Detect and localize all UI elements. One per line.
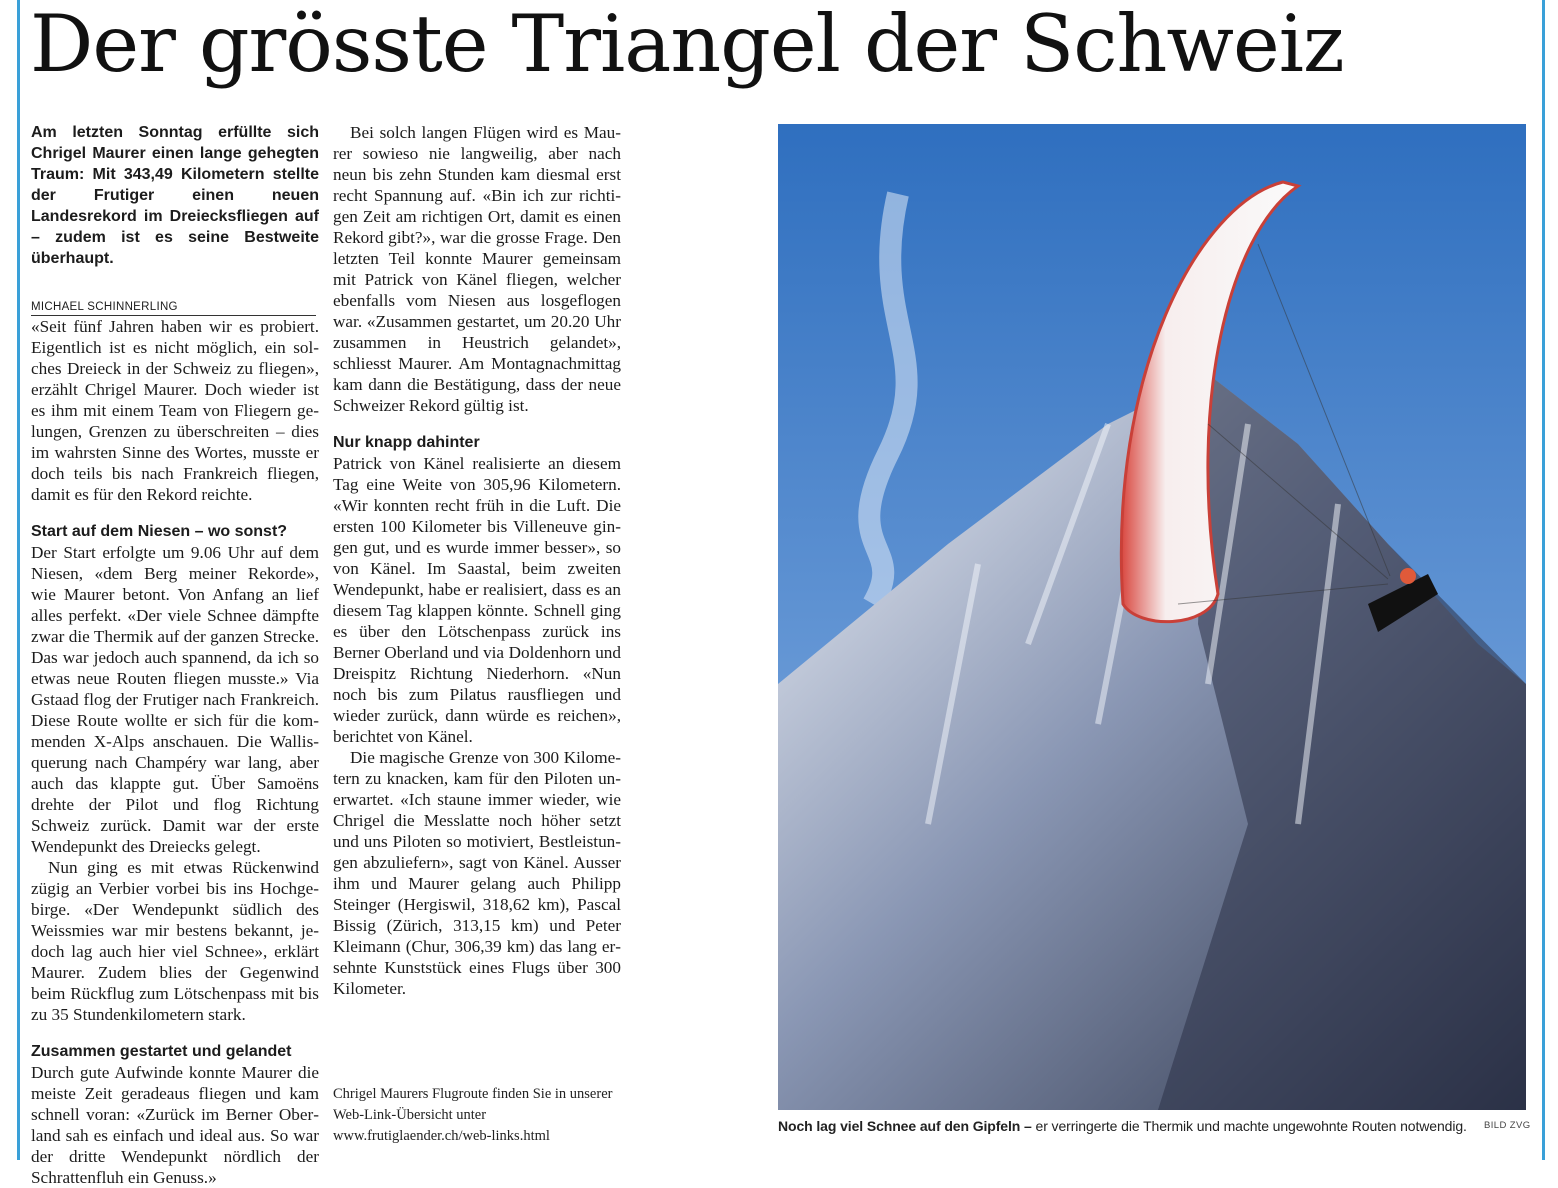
text-column-2 [333, 122, 621, 1082]
photo-caption [778, 1116, 1478, 1136]
web-link-note: Chrigel Maurers Flugroute finden Sie in unserer Web-Link-Übersicht unter www.frutiglaender.ch/web-links.html [333, 1086, 613, 1144]
article-lead: Am letzten Sonntag erfüllte sich Chrigel Maurer einen lange gehegten Traum: Mit 343,49 Kilometern stellte der Frutiger einen neuen Landesrekord im Dreiecksfliegen auf – zudem ist es seine Bestweite überhaupt. [31, 124, 319, 267]
right-page-rule [1542, 0, 1545, 1160]
article-headline: Der grösste Triangel der Schweiz [30, 0, 1344, 90]
paragraph-5: Bei solch langen Flügen wird es Maurer sowieso nie langweilig, aber nach neun bis zehn Stunden kam diesmal erst recht Spannung auf. «Bin ich zur richtigen Zeit am richtigen Ort, damit es einen Rekord gibt?», war die grosse Frage. Den letzten Teil konnte Maurer gemeinsam mit Patrick von Känel fliegen, welcher ebenfalls vom Niesen aus losgeflogen war. «Zusammen gestartet, um 20.20 Uhr zusammen in Heustrich gelandet», schliesst Maurer. Am Montagnachmittag kam dann die Bestätigung, dass der neue Schweizer Rekord gültig ist. [333, 123, 621, 415]
subheading-close-behind: Nur knapp dahinter [333, 434, 480, 451]
caption-text: er verringerte die Thermik und machte ungewohnte Routen notwendig. [1031, 1118, 1467, 1134]
photo-icon [778, 124, 1526, 1110]
paraglider-photo [778, 124, 1526, 1110]
text-column-1 [31, 122, 319, 1187]
pilot-helmet [1400, 568, 1416, 584]
subheading-together: Zusammen gestartet und gelandet [31, 1043, 292, 1060]
paragraph-3: Nun ging es mit etwas Rückenwind zügig an Verbier vorbei bis ins Hochgebirge. «Der Wendepunkt südlich des Weissmies war mir bestens bekannt, jedoch lag auch hier viel Schnee», erklärt Maurer. Zudem blies der Gegenwind beim Rückflug zum Lötschenpass mit bis zu 35 Stundenkilometern stark. [31, 858, 319, 1024]
paragraph-4: Durch gute Aufwinde konnte Maurer die meiste Zeit geradeaus fliegen und kam schnell voran: «Zurück im Berner Oberland sah es einfach und ideal aus. So war der dritte Wendepunkt nördlich der Schrattenfluh ein Genuss.» [31, 1063, 319, 1187]
paragraph-2: Der Start erfolgte um 9.06 Uhr auf dem Niesen, «dem Berg meiner Rekorde», wie Maurer betont. Von Anfang an lief alles perfekt. «Der viele Schnee dämpfte zwar die Thermik auf der ganzen Strecke. Das war jedoch auch spannend, da ich so etwas neue Routen fliegen musste.» Via Gstaad flog der Frutiger nach Frankreich. Diese Route wollte er sich für die kommenden X-Alps anschauen. Die Wallisquerung nach Champéry war lang, aber auch das klappte gut. Über Samoëns drehte der Pilot und flog Richtung Schweiz zurück. Damit war der erste Wendepunkt des Dreiecks gelegt. [31, 543, 319, 856]
photo-credit: BILD ZVG [1484, 1120, 1531, 1131]
paragraph-6: Patrick von Känel realisierte an diesem Tag eine Weite von 305,96 Kilometern. «Wir konnten recht früh in die Luft. Die ersten 100 Kilometer bis Villeneuve gingen gut, und es wurde immer besser», so von Känel. Im Saastal, beim zweiten Wendepunkt, habe er realisiert, dass es an diesem Tag klappen könnte. Schnell ging es über den Lötschenpass zurück ins Berner Oberland und via Doldenhorn und Dreispitz Richtung Niederhorn. «Nun noch bis zum Pilatus rausfliegen und wieder zurück, dann würde es reichen», berichtet von Känel. [333, 454, 621, 746]
left-page-rule [17, 0, 20, 1160]
subheading-start: Start auf dem Niesen – wo sonst? [31, 523, 288, 540]
caption-bold: Noch lag viel Schnee auf den Gipfeln – [778, 1118, 1032, 1134]
author-byline: MICHAEL SCHINNERLING [31, 299, 316, 316]
paragraph-1: «Seit fünf Jahren haben wir es probiert. Eigentlich ist es nicht möglich, ein solches Dreieck in der Schweiz zu fliegen», erzählt Chrigel Maurer. Doch wieder ist es ihm mit einem Team von Fliegern gelungen, Grenzen zu überschreiten – dies im wahrsten Sinne des Wortes, musste er doch teils bis nach Frankreich fliegen, damit es für den Rekord reichte. [31, 317, 319, 504]
paragraph-7: Die magische Grenze von 300 Kilometern zu knacken, kam für den Piloten unerwartet. «Ich staune immer wieder, wie Chrigel die Messlatte noch höher setzt und uns Piloten so motiviert, Bestleistungen abzuliefern», sagt von Känel. Ausser ihm und Maurer gelang auch Philipp Steinger (Hergiswil, 318,62 km), Pascal Bissig (Zürich, 313,15 km) und Peter Kleimann (Chur, 306,39 km) das lang ersehnte Kunststück eines Flugs über 300 Kilometer. [333, 748, 621, 998]
